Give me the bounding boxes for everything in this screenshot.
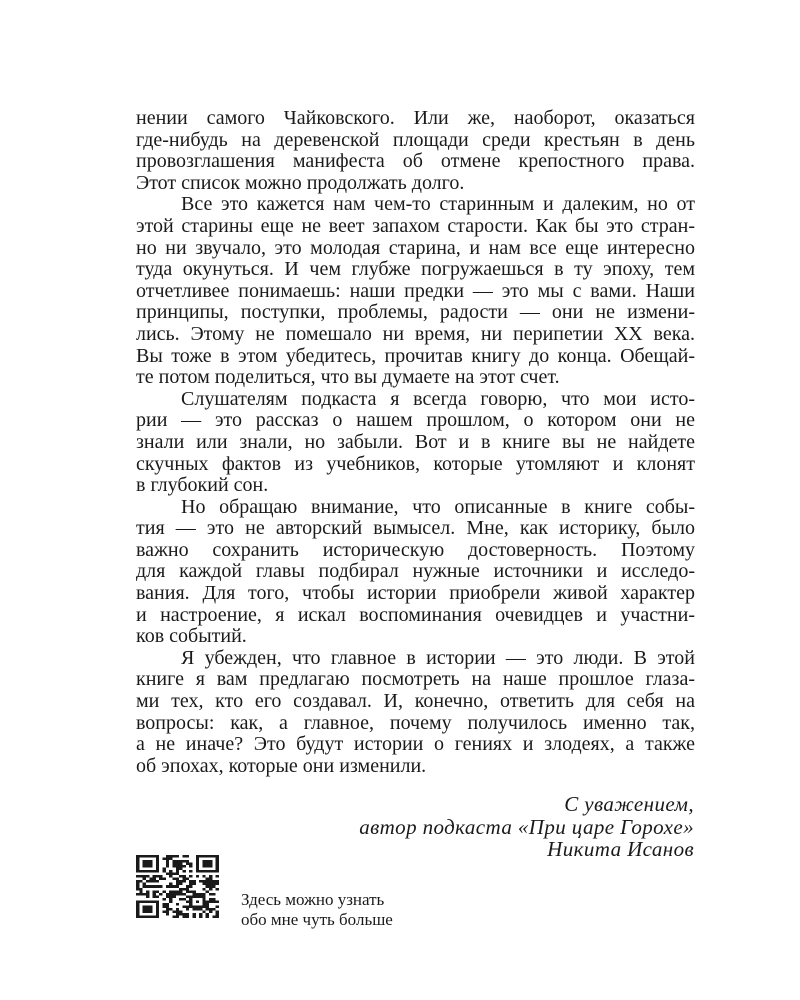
signature-author-role: автор подкаста «При царе Горохе»: [359, 814, 694, 839]
text-line: об эпохах, которые они изменили.: [136, 754, 427, 777]
signature-author-name: Никита Исанов: [547, 837, 694, 861]
text-line: принципы, поступки, проблемы, радости — они не измени-: [136, 301, 695, 324]
text-line: провозглашения манифеста об отмене крепостного права.: [136, 150, 695, 173]
text-line: этой старины еще не веет запахом старости. Как бы это стран-: [136, 214, 695, 237]
text-line: нении самого Чайковского. Или же, наоборот, оказаться: [136, 107, 695, 129]
qr-caption-line: обо мне чуть больше: [241, 910, 393, 929]
text-line: ков событий.: [136, 625, 247, 648]
text-line: скучных фактов из учебников, которые утомляют и клонят: [136, 452, 695, 475]
signature: [359, 793, 694, 861]
text-line: те потом поделиться, что вы думаете на этот счет.: [136, 366, 560, 389]
text-line: туда окунуться. И чем глубже погружаешься в ту эпоху, тем: [136, 258, 695, 281]
qr-caption-line: Здесь можно узнать: [241, 890, 385, 909]
text-line: рии — это рассказ о нашем прошлом, о котором они не: [136, 409, 695, 432]
qr-caption: [241, 890, 393, 930]
body-text: [136, 108, 695, 777]
text-line: лись. Этому не помешало ни время, ни перипетии XX века.: [136, 322, 695, 345]
qr-modules: [136, 855, 219, 918]
signature-greeting: С уважением,: [564, 792, 694, 816]
paragraph: [136, 497, 695, 648]
paragraph: [136, 108, 695, 194]
paragraph: [136, 194, 695, 388]
text-line: ми тех, кто его создавал. И, конечно, ответить для себя на: [136, 690, 695, 713]
text-line: Этот список можно продолжать долго.: [136, 171, 465, 194]
text-line: где-нибудь на деревенской площади среди крестьян в день: [136, 128, 695, 151]
text-line: знали или знали, но забыли. Вот и в книге вы не найдете: [136, 430, 695, 453]
qr-code[interactable]: [136, 855, 219, 918]
text-line: Все это кажется нам чем-то старинным и далеким, но от: [181, 193, 695, 216]
text-line: но ни звучало, это молодая старина, и нам все еще интересно: [136, 236, 695, 259]
paragraph: [136, 389, 695, 497]
text-line: Вы тоже в этом убедитесь, прочитав книгу до конца. Обещай-: [136, 344, 695, 367]
text-line: книге я вам предлагаю посмотреть на наше прошлое глаза-: [136, 668, 695, 691]
text-line: и настроение, я искал воспоминания очевидцев и участни-: [136, 603, 695, 626]
text-line: а не иначе? Это будут истории о гениях и злодеях, а также: [136, 733, 695, 756]
text-line: важно сохранить историческую достоверность. Поэтому: [136, 538, 695, 561]
paragraph: [136, 648, 695, 778]
text-line: Я убежден, что главное в истории — это люди. В этой: [181, 646, 695, 669]
text-line: в глубокий сон.: [136, 474, 269, 497]
text-line: вопросы: как, а главное, почему получилось именно так,: [136, 711, 695, 734]
text-line: вания. Для того, чтобы истории приобрели живой характер: [136, 582, 695, 605]
text-line: тия — это не авторский вымысел. Мне, как историку, было: [136, 517, 695, 540]
text-line: отчетливее понимаешь: наши предки — это мы с вами. Наши: [136, 279, 695, 302]
text-line: Но обращаю внимание, что описанные в книге собы-: [181, 495, 695, 518]
text-line: Слушателям подкаста я всегда говорю, что мои исто-: [181, 387, 695, 410]
text-line: для каждой главы подбирал нужные источники и исследо-: [136, 560, 695, 583]
